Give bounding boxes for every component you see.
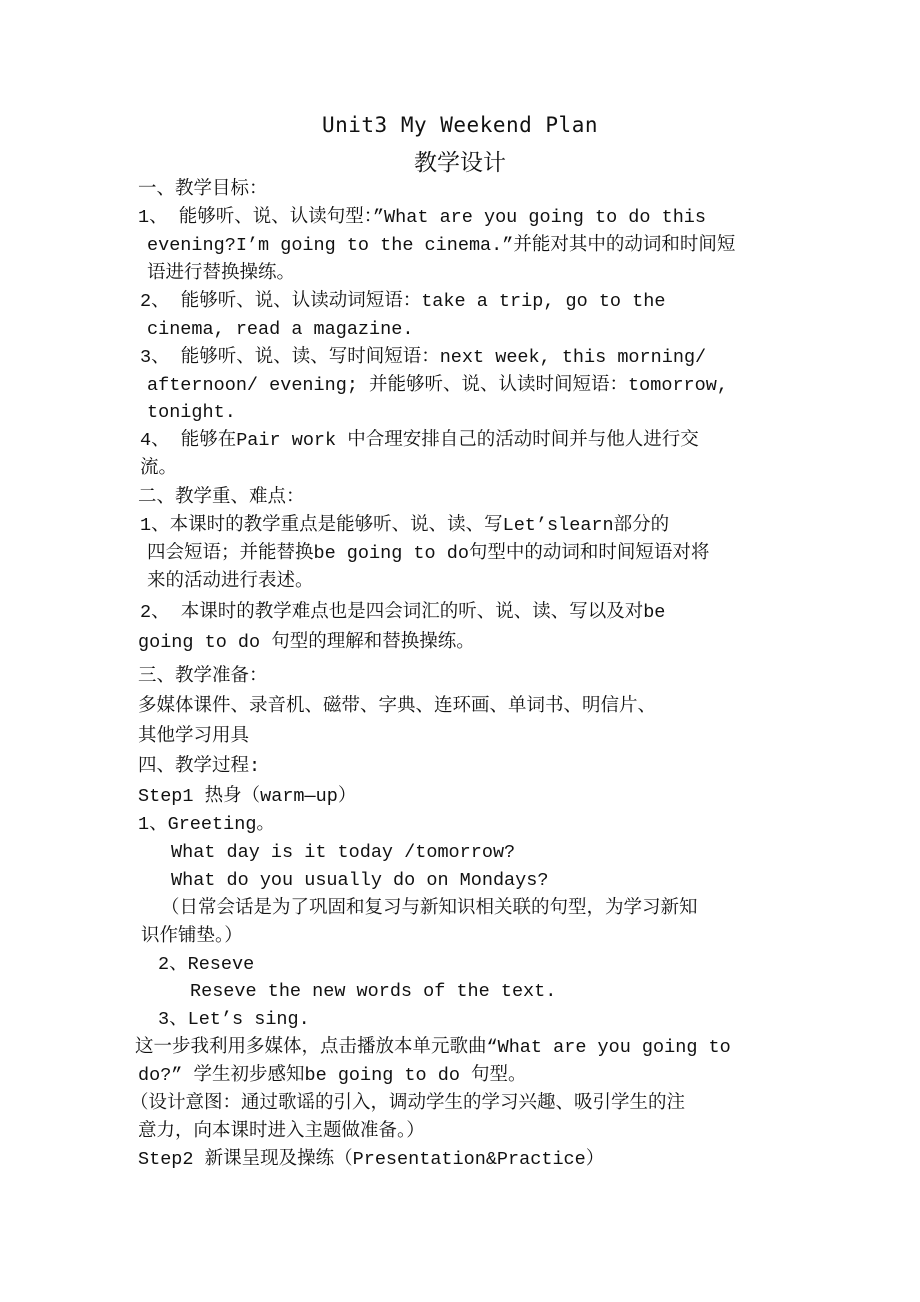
text-line: What day is it today /tomorrow?	[171, 842, 516, 863]
document-title-en: Unit3 My Weekend Plan	[321, 113, 598, 137]
text-line: 3、 能够听、说、读、写时间短语：next week, this morning/	[140, 347, 707, 368]
document-title-zh: 教学设计	[414, 150, 506, 176]
text-line: do?” 学生初步感知be going to do 句型。	[138, 1065, 527, 1086]
text-line: 四、教学过程:	[138, 756, 261, 777]
text-line: 2、 能够听、说、认读动词短语：take a trip, go to the	[140, 291, 666, 312]
text-line: 识作铺垫。）	[141, 926, 243, 947]
text-line: 这一步我利用多媒体，点击播放本单元歌曲“What are you going to	[135, 1037, 731, 1058]
text-line: 2、Reseve	[158, 954, 255, 975]
text-line: cinema, read a magazine.	[147, 319, 414, 340]
text-line: Step2 新课呈现及操练（Presentation&Practice）	[138, 1149, 605, 1170]
text-line: 流。	[140, 458, 178, 479]
text-line: 2、 本课时的教学难点也是四会词汇的听、说、读、写以及对be	[140, 602, 666, 623]
text-line: 其他学习用具	[138, 726, 250, 747]
text-line: 三、教学准备：	[138, 666, 268, 687]
text-line: 二、教学重、难点：	[138, 487, 305, 508]
text-line: What do you usually do on Mondays?	[171, 870, 549, 891]
text-line: 1、本课时的教学重点是能够听、说、读、写Let’slearn部分的	[140, 515, 670, 536]
text-line: 3、Let’s sing.	[158, 1009, 310, 1030]
text-line: 一、教学目标：	[138, 179, 268, 200]
text-line: （设计意图：通过歌谣的引入，调动学生的学习兴趣、吸引学生的注	[130, 1093, 686, 1114]
text-line: tonight.	[147, 402, 236, 423]
text-line: 意力，向本课时进入主题做准备。）	[138, 1121, 425, 1142]
text-line: 1、 能够听、说、认读句型：”What are you going to do this	[138, 207, 707, 228]
text-line: 语进行替换操练。	[147, 263, 296, 284]
text-line: 四会短语；并能替换be going to do句型中的动词和时间短语对将	[147, 543, 710, 564]
text-line: Step1 热身（warm—up）	[138, 786, 357, 807]
text-line: 1、Greeting。	[138, 814, 275, 835]
text-line: 来的活动进行表述。	[147, 571, 314, 592]
text-line: 4、 能够在Pair work 中合理安排自己的活动时间并与他人进行交	[140, 430, 699, 451]
text-line: Reseve the new words of the text.	[190, 981, 557, 1002]
text-line: （日常会话是为了巩固和复习与新知识相关联的句型，为学习新知	[161, 898, 698, 919]
text-line: afternoon/ evening; 并能够听、说、认读时间短语：tomorrow,	[147, 375, 728, 396]
text-line: going to do 句型的理解和替换操练。	[138, 632, 475, 653]
text-line: 多媒体课件、录音机、磁带、字典、连环画、单词书、明信片、	[138, 696, 657, 717]
text-line: evening?I’m going to the cinema.”并能对其中的动词和时间短	[147, 235, 736, 256]
